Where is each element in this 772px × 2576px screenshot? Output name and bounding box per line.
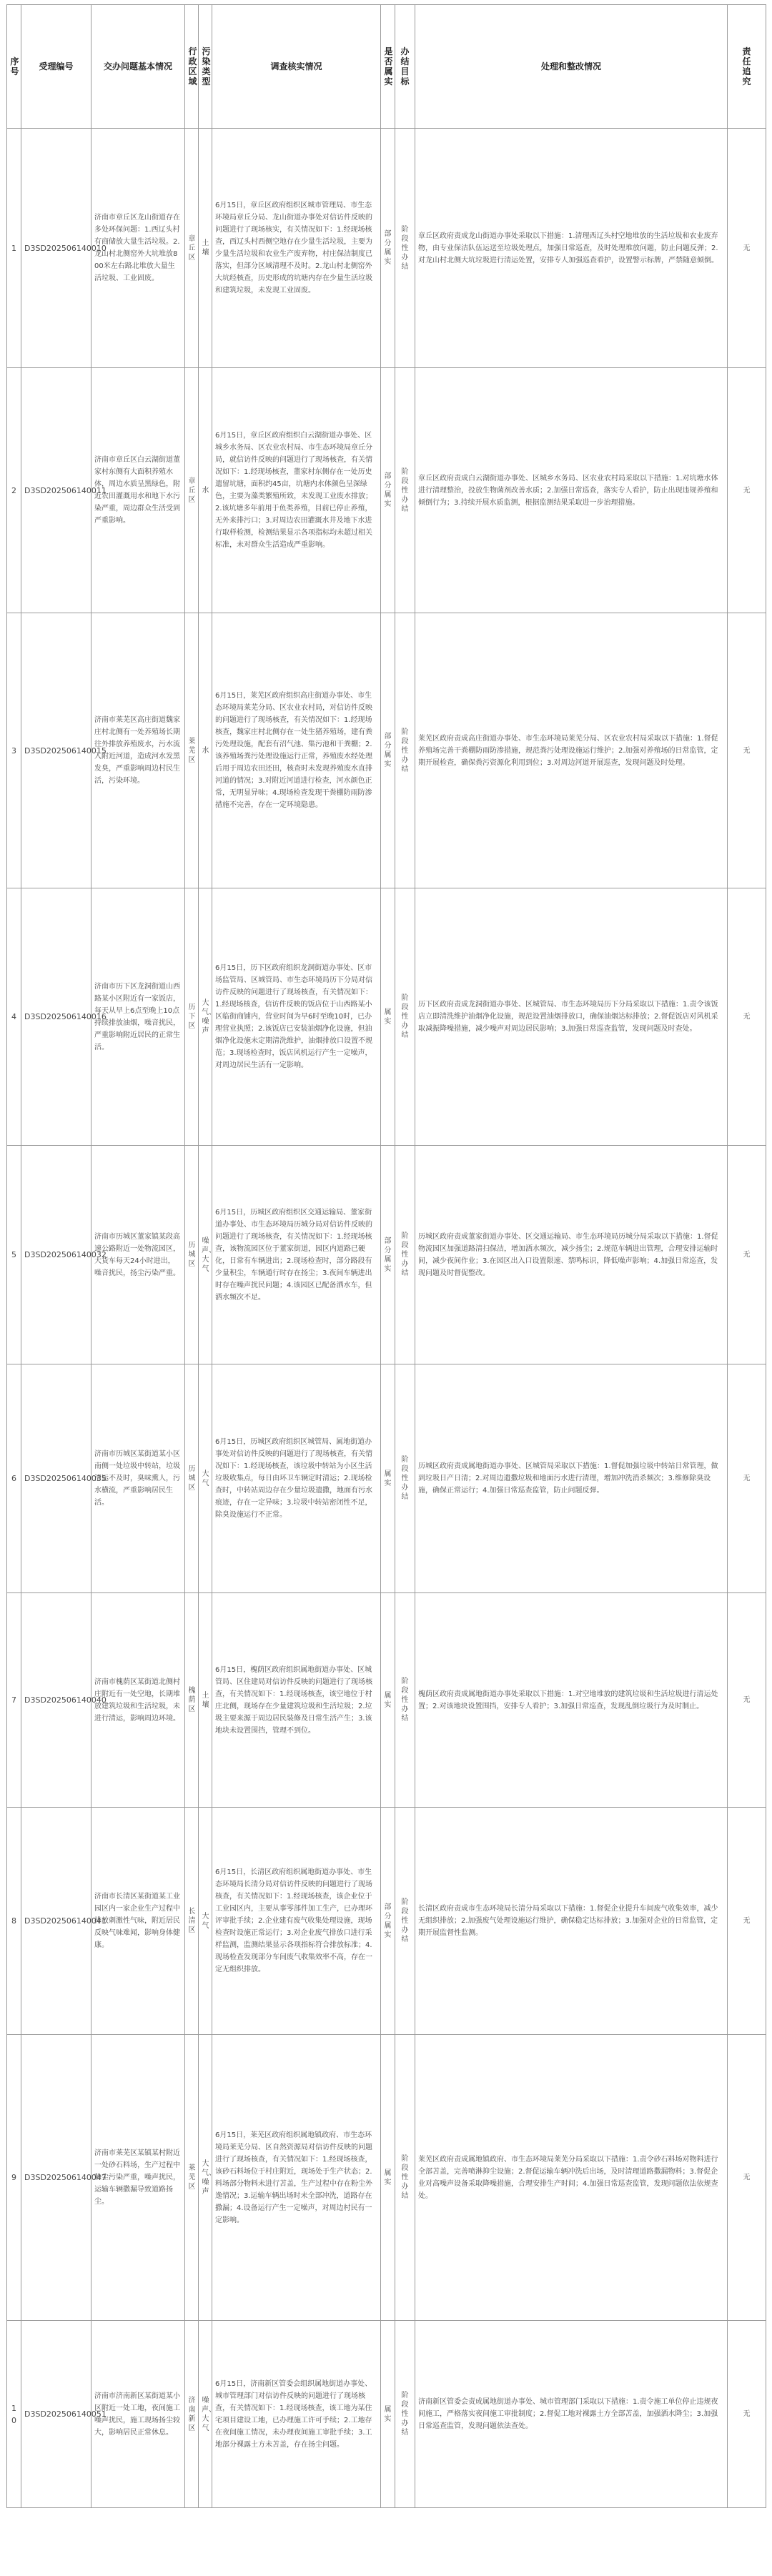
row-seq: 1 (7, 129, 21, 368)
row-code: D3SD202506140047 (21, 2035, 91, 2321)
row-seq: 3 (7, 613, 21, 888)
row-survey: 6月15日，章丘区政府组织区城市管理局、市生态环境局章丘分局、龙山街道办事处对信访件反映的问题进行了现场核实，有关情况如下：1.经现场核查，西辽头村西侧空地存在少量生活垃圾，主要为少量生活垃圾和农业生产废弃物，村庄保洁制度已落实，但部分区域清理不及时。2.龙山村北侧窑外大坑经核查，历史形成的坑塘内存在少量生活垃圾和建筑垃圾，未发现工业固废。 (212, 129, 381, 368)
row-code: D3SD202506140041 (21, 1808, 91, 2035)
header-seq: 序号 (7, 5, 21, 129)
complaint-table (6, 4, 766, 2508)
row-handling: 章丘区政府责成白云湖街道办事处、区城乡水务局、区农业农村局采取以下措施：1.对坑塘水体进行清理整治，投放生物菌剂改善水质；2.加强日常巡查，落实专人看护，防止出现违规养殖和倾倒行为；3.持续开展水质监测，根据监测结果采取进一步治理措施。 (415, 368, 728, 613)
row-type: 水 (199, 613, 212, 888)
row-type: 噪声、大气 (199, 2321, 212, 2508)
table-header (7, 5, 766, 129)
table-body (7, 129, 766, 2508)
row-verified: 属实 (381, 2321, 395, 2508)
row-accountability: 无 (728, 129, 766, 368)
row-handling: 长清区政府责成市生态环境局长清分局采取以下措施：1.督促企业提升车间废气收集效率，减少无组织排放；2.加强废气处理设施运行维护，确保稳定达标排放；3.加强对企业的日常监管，定期开展监督性监测。 (415, 1808, 728, 2035)
header-handling: 处理和整改情况 (415, 5, 728, 129)
table-row (7, 368, 766, 613)
header-problem: 交办问题基本情况 (91, 5, 185, 129)
table-row (7, 888, 766, 1146)
row-result: 阶段性办结 (395, 2035, 415, 2321)
row-handling: 莱芜区政府责成属地镇政府、市生态环境局莱芜分局采取以下措施：1.责令砂石料场对物料进行全部苫盖，完善喷淋抑尘设施；2.督促运输车辆冲洗后出场，及时清理道路撒漏物料；3.督促企业对高噪声设备采取降噪措施，合理安排生产时间；4.加强日常巡查监管，发现问题依法依规查处。 (415, 2035, 728, 2321)
row-region: 章丘区 (185, 368, 199, 613)
row-seq: 8 (7, 1808, 21, 2035)
table-row (7, 613, 766, 888)
header-verified: 是否属实 (381, 5, 395, 129)
row-region: 莱芜区 (185, 2035, 199, 2321)
row-survey: 6月15日，章丘区政府组织白云湖街道办事处、区城乡水务局、区农业农村局、市生态环境局章丘分局，就信访件反映的问题进行了现场核查，有关情况如下：1.经现场核查，董家村东侧存在一处历史遗留坑塘，面积约45亩，坑塘内水体颜色呈深绿色，主要为藻类繁殖所致，未发现工业废水排放；2.该坑塘多年前用于鱼类养殖，目前已停止养殖，无外来排污口；3.对周边农田灌溉水井及地下水进行取样检测，检测结果显示各项指标均未超过相关标准，未对群众生活造成严重影响。 (212, 368, 381, 613)
row-code: D3SD202506140016 (21, 888, 91, 1146)
row-accountability: 无 (728, 1593, 766, 1808)
row-seq: 6 (7, 1364, 21, 1593)
table-row (7, 1593, 766, 1808)
header-type: 污染类型 (199, 5, 212, 129)
row-handling: 槐荫区政府责成属地街道办事处采取以下措施：1.对空地堆放的建筑垃圾和生活垃圾进行清运处置；2.对该地块设置围挡，安排专人看护；3.加强日常巡查，发现乱倒垃圾行为及时制止。 (415, 1593, 728, 1808)
row-code: D3SD202506140010 (21, 129, 91, 368)
row-region: 历城区 (185, 1364, 199, 1593)
row-region: 章丘区 (185, 129, 199, 368)
row-accountability: 无 (728, 613, 766, 888)
row-accountability: 无 (728, 2035, 766, 2321)
row-accountability: 无 (728, 368, 766, 613)
row-survey: 6月15日，历下区政府组织龙洞街道办事处、区市场监管局、区城管局、市生态环境局历下分局对信访件反映的问题进行了现场核查，有关情况如下：1.经现场核查，信访件反映的饭店位于山西路某小区临街商铺内，营业时间为早6时至晚10时，已办理营业执照；2.该饭店已安装油烟净化设施，但油烟净化设施未定期清洗维护，油烟排放口设置不规范；3.现场检查时，饭店风机运行产生一定噪声，对周边居民生活有一定影响。 (212, 888, 381, 1146)
row-problem: 济南市槐荫区某街道北侧村庄附近有一处空地，长期堆放建筑垃圾和生活垃圾，未进行清运，影响周边环境。 (91, 1593, 185, 1808)
row-type: 土壤 (199, 129, 212, 368)
row-region: 历城区 (185, 1146, 199, 1364)
row-verified: 属实 (381, 888, 395, 1146)
header-result: 办结目标 (395, 5, 415, 129)
row-type: 土壤 (199, 1593, 212, 1808)
row-region: 槐荫区 (185, 1593, 199, 1808)
row-problem: 济南市长清区某街道某工业园区内一家企业生产过程中排放刺激性气味，附近居民反映气味难闻，影响身体健康。 (91, 1808, 185, 2035)
row-survey: 6月15日，莱芜区政府组织属地镇政府、市生态环境局莱芜分局、区自然资源局对信访件反映的问题进行了现场核查，有关情况如下：1.经现场核查，该砂石料场位于村庄附近，现场处于生产状态；2.料场部分物料未进行苫盖，生产过程中存在粉尘外逸情况；3.运输车辆出场时未全部冲洗，道路存在撒漏；4.设备运行产生一定噪声，对周边村民有一定影响。 (212, 2035, 381, 2321)
row-result: 阶段性办结 (395, 1364, 415, 1593)
row-survey: 6月15日，济南新区管委会组织属地街道办事处、城市管理部门对信访件反映的问题进行了现场核查，有关情况如下：1.经现场核查，该工地为某住宅项目建设工地，已办理施工许可手续；2.工地存在夜间施工情况，未办理夜间施工审批手续；3.工地部分裸露土方未苫盖，存在扬尘问题。 (212, 2321, 381, 2508)
row-problem: 济南市莱芜区某镇某村附近一处砂石料场，生产过程中粉尘污染严重，噪声扰民，运输车辆撒漏导致道路扬尘。 (91, 2035, 185, 2321)
header-row (7, 5, 766, 129)
row-region: 济南新区 (185, 2321, 199, 2508)
row-region: 长清区 (185, 1808, 199, 2035)
row-problem: 济南市章丘区龙山街道存在多处环保问题：1.西辽头村有商储放大量生活垃圾。2.龙山村北侧窑外大坑堆放800米左右路北堆放大量生活垃圾、工业固废。 (91, 129, 185, 368)
row-survey: 6月15日，槐荫区政府组织属地街道办事处、区城管局、区住建局对信访件反映的问题进行了现场核查，有关情况如下：1.经现场核查，该空地位于村庄北侧，现场存在少量建筑垃圾和生活垃圾；2.垃圾主要来源于周边居民装修及日常生活产生；3.该地块未设置围挡，管理不到位。 (212, 1593, 381, 1808)
header-code: 受理编号 (21, 5, 91, 129)
row-type: 大气 (199, 1364, 212, 1593)
header-region: 行政区域 (185, 5, 199, 129)
row-seq: 5 (7, 1146, 21, 1364)
row-handling: 莱芜区政府责成高庄街道办事处、市生态环境局莱芜分局、区农业农村局采取以下措施：1.督促养殖场完善干粪棚防雨防渗措施，规范粪污处理设施运行维护；2.加强对养殖场的日常监管，定期开展检查，确保粪污资源化利用到位；3.对周边河道开展巡查，发现问题及时处理。 (415, 613, 728, 888)
header-survey: 调查核实情况 (212, 5, 381, 129)
row-verified: 属实 (381, 1364, 395, 1593)
row-result: 阶段性办结 (395, 129, 415, 368)
row-code: D3SD202506140015 (21, 613, 91, 888)
row-problem: 济南市莱芜区高庄街道魏家庄村北侧有一处养殖场长期往外排放养殖废水，污水流入附近河道，造成河水发黑发臭，严重影响周边村民生活，污染环境。 (91, 613, 185, 888)
table-row (7, 129, 766, 368)
row-result: 阶段性办结 (395, 2321, 415, 2508)
row-handling: 历城区政府责成属地街道办事处、区城管局采取以下措施：1.督促加强垃圾中转站日常管理，做到垃圾日产日清；2.对周边遗撒垃圾和地面污水进行清理，增加冲洗消杀频次；3.维修除臭设施，确保正常运行；4.加强日常巡查监管，防止问题反弹。 (415, 1364, 728, 1593)
row-survey: 6月15日，莱芜区政府组织高庄街道办事处、市生态环境局莱芜分局、区农业农村局，对信访件反映的问题进行了现场核查，有关情况如下：1.经现场核查，魏家庄村北侧存在一处生猪养殖场，建有粪污处理设施，配套有沼气池、集污池和干粪棚；2.该养殖场粪污处理设施运行正常，养殖废水经处理后用于周边农田还田，核查时未发现养殖废水直排河道的情况；3.对附近河道进行检查，河水颜色正常，无明显异味；4.现场检查发现干粪棚防雨防渗措施不完善，存在一定环境隐患。 (212, 613, 381, 888)
row-accountability: 无 (728, 1146, 766, 1364)
row-accountability: 无 (728, 2321, 766, 2508)
row-verified: 部分属实 (381, 368, 395, 613)
row-code: D3SD202506140040 (21, 1593, 91, 1808)
row-verified: 部分属实 (381, 1146, 395, 1364)
row-seq: 2 (7, 368, 21, 613)
row-handling: 济南新区管委会责成属地街道办事处、城市管理部门采取以下措施：1.责令施工单位停止违规夜间施工，严格落实夜间施工审批制度；2.督促工地对裸露土方全部苫盖，加强洒水降尘；3.加强日常巡查监管，发现问题依法查处。 (415, 2321, 728, 2508)
row-accountability: 无 (728, 1808, 766, 2035)
row-type: 大气、噪声 (199, 888, 212, 1146)
row-verified: 属实 (381, 2035, 395, 2321)
row-code: D3SD202506140032 (21, 1146, 91, 1364)
row-problem: 济南市历城区董家镇某段高速公路附近一处物流园区，大货车每天24小时进出，噪音扰民，扬尘污染严重。 (91, 1146, 185, 1364)
row-problem: 济南市历城区某街道某小区南侧一处垃圾中转站，垃圾清运不及时，臭味熏人，污水横流，严重影响居民生活。 (91, 1364, 185, 1593)
row-region: 莱芜区 (185, 613, 199, 888)
row-seq: 7 (7, 1593, 21, 1808)
row-survey: 6月15日，长清区政府组织属地街道办事处、市生态环境局长清分局对信访件反映的问题进行了现场核查，有关情况如下：1.经现场核查，该企业位于工业园区内，主要从事零部件加工生产，已办理环评审批手续；2.企业建有废气收集处理设施，现场检查时设施正常运行；3.对企业废气排放口进行采样监测，监测结果显示各项指标符合排放标准；4.现场检查发现部分车间废气收集效率不高，存在一定无组织排放。 (212, 1808, 381, 2035)
row-result: 阶段性办结 (395, 1146, 415, 1364)
row-problem: 济南市济南新区某街道某小区附近一处工地，夜间施工噪声扰民，施工现场扬尘较大，影响居民正常休息。 (91, 2321, 185, 2508)
report-page (6, 4, 766, 2508)
row-seq: 9 (7, 2035, 21, 2321)
row-problem: 济南市历下区龙洞街道山西路某小区附近有一家饭店，每天从早上6点至晚上10点持续排放油烟，噪音扰民，严重影响附近居民的正常生活。 (91, 888, 185, 1146)
row-seq: 4 (7, 888, 21, 1146)
row-region: 历下区 (185, 888, 199, 1146)
row-handling: 历下区政府责成龙洞街道办事处、区城管局、市生态环境局历下分局采取以下措施：1.责令该饭店立即清洗维护油烟净化设施，规范设置油烟排放口，确保油烟达标排放；2.督促饭店对风机采取减振降噪措施，减少噪声对周边居民影响；3.加强日常巡查监管，发现问题及时查处。 (415, 888, 728, 1146)
row-handling: 历城区政府责成董家街道办事处、区交通运输局、市生态环境局历城分局采取以下措施：1.督促物流园区加强道路清扫保洁，增加洒水频次，减少扬尘；2.规范车辆进出管理，合理安排运输时间，减少夜间作业；3.在园区出入口设置限速、禁鸣标识，降低噪声影响；4.加强日常巡查，发现问题及时督促整改。 (415, 1146, 728, 1364)
row-result: 阶段性办结 (395, 1808, 415, 2035)
row-handling: 章丘区政府责成龙山街道办事处采取以下措施：1.清理西辽头村空地堆放的生活垃圾和农业废弃物，由专业保洁队伍运送至垃圾处理点，加强日常巡查，及时处理堆放问题，防止问题反弹；2.对龙山村北侧大坑垃圾进行清运处置，安排专人加强巡查看护，设置警示标牌，严禁随意倾倒。 (415, 129, 728, 368)
row-verified: 部分属实 (381, 613, 395, 888)
row-survey: 6月15日，历城区政府组织区交通运输局、董家街道办事处、市生态环境局历城分局对信访件反映的问题进行了现场核查，有关情况如下：1.经现场核查，该物流园区位于董家街道，园区内道路已硬化，日常有车辆进出；2.现场检查时，部分路段有少量积尘，车辆通行时存在扬尘；3.夜间车辆进出时存在噪声扰民问题；4.该园区已配备洒水车，但洒水频次不足。 (212, 1146, 381, 1364)
row-result: 阶段性办结 (395, 1593, 415, 1808)
row-verified: 属实 (381, 1593, 395, 1808)
row-type: 大气、噪声 (199, 2035, 212, 2321)
row-type: 水 (199, 368, 212, 613)
row-code: D3SD202506140051 (21, 2321, 91, 2508)
row-code: D3SD202506140011 (21, 368, 91, 613)
row-verified: 部分属实 (381, 1808, 395, 2035)
row-code: D3SD202506140035 (21, 1364, 91, 1593)
table-row (7, 2321, 766, 2508)
row-accountability: 无 (728, 1364, 766, 1593)
table-row (7, 1364, 766, 1593)
row-problem: 济南市章丘区白云湖街道董家村东侧有大面积养殖水体，周边水质呈黑绿色，附近农田灌溉用水和地下水污染严重，周边群众生活受到严重影响。 (91, 368, 185, 613)
row-result: 阶段性办结 (395, 613, 415, 888)
row-survey: 6月15日，历城区政府组织区城管局、属地街道办事处对信访件反映的问题进行了现场核查，有关情况如下：1.经现场核查，该垃圾中转站为小区生活垃圾收集点，每日由环卫车辆定时清运；2.现场检查时，中转站周边存在少量垃圾遗撒，地面有污水痕迹，存在一定异味；3.垃圾中转站密闭性不足，除臭设施运行不正常。 (212, 1364, 381, 1593)
row-accountability: 无 (728, 888, 766, 1146)
row-type: 大气 (199, 1808, 212, 2035)
row-result: 阶段性办结 (395, 368, 415, 613)
row-seq: 10 (7, 2321, 21, 2508)
header-accountability: 责任追究 (728, 5, 766, 129)
row-verified: 部分属实 (381, 129, 395, 368)
table-row (7, 2035, 766, 2321)
table-row (7, 1146, 766, 1364)
row-result: 阶段性办结 (395, 888, 415, 1146)
table-row (7, 1808, 766, 2035)
row-type: 噪声、大气 (199, 1146, 212, 1364)
